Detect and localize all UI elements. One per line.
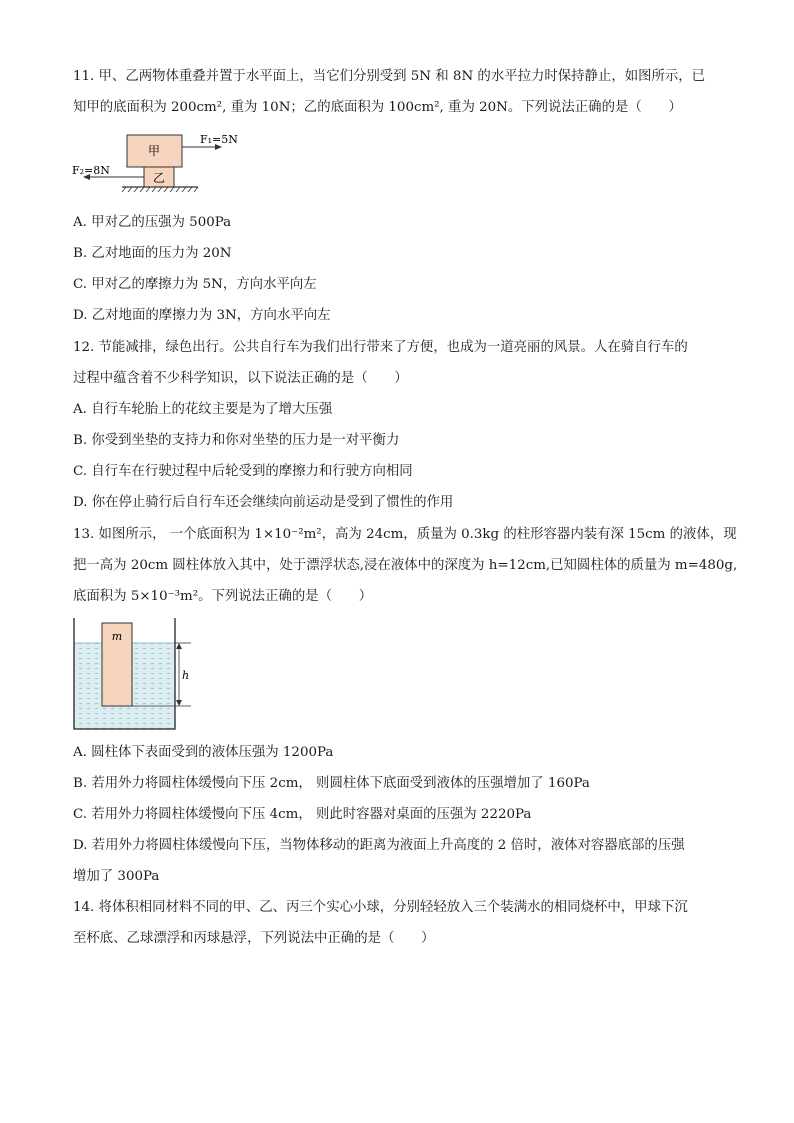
q12-option-b: B. 你受到坐垫的支持力和你对坐垫的压力是一对平衡力 [73,433,400,448]
q12-option-c: C. 自行车在行驶过程中后轮受到的摩擦力和行驶方向相同 [73,464,413,479]
q13-option-a: A. 圆柱体下表面受到的液体压强为 1200Pa [73,745,334,760]
block-jia-label: 甲 [147,144,161,158]
depth-arrow-up [176,643,182,649]
f2-label: F₂=8N [72,164,110,177]
q13-stem-line3: 底面积为 5×10⁻³m²。下列说法正确的是（ ） [73,589,373,604]
q12-stem-line2: 过程中蕴含着不少科学知识，以下说法正确的是（ ） [73,371,408,386]
q12-stem-line1: 12. 节能减排，绿色出行。公共自行车为我们出行带来了方便，也成为一道亮丽的风景。人在骑自行车的 [73,340,688,355]
depth-arrow-down [176,700,182,706]
q14-stem-line2: 至杯底、乙球漂浮和丙球悬浮，下列说法中正确的是（ ） [73,931,435,946]
q13-figure [70,616,200,736]
q13-option-d-line1: D. 若用外力将圆柱体缓慢向下压，当物体移动的距离为液面上升高度的 2 倍时，液体对容器底部的压强 [73,838,685,853]
q12-option-d: D. 你在停止骑行后自行车还会继续向前运动是受到了惯性的作用 [73,495,454,510]
q13-stem-line2: 把一高为 20cm 圆柱体放入其中，处于漂浮状态,浸在液体中的深度为 h=12cm,已知圆柱体的质量为 m=480g, [73,558,738,573]
depth-label: h [182,669,190,682]
q12-option-a: A. 自行车轮胎上的花纹主要是为了增大压强 [73,402,333,417]
ground-hatch [122,187,198,192]
q11-option-d: D. 乙对地面的摩擦力为 3N，方向水平向左 [73,308,331,323]
f1-label: F₁=5N [200,133,238,146]
q13-option-d-line2: 增加了 300Pa [73,869,160,884]
q11-option-c: C. 甲对乙的摩擦力为 5N，方向水平向左 [73,277,317,292]
q11-figure [70,130,260,196]
block-yi-label: 乙 [152,171,166,185]
cylinder-label: m [111,630,123,643]
q13-stem-line1: 13. 如图所示， 一个底面积为 1×10⁻²m²，高为 24cm，质量为 0.3kg 的柱形容器内装有深 15cm 的液体，现 [73,527,737,542]
q11-stem-line1: 11. 甲、乙两物体重叠并置于水平面上，当它们分别受到 5N 和 8N 的水平拉力时保持静止，如图所示，已 [73,69,706,84]
q11-stem-line2: 知甲的底面积为 200cm², 重为 10N；乙的底面积为 100cm², 重为 20N。下列说法正确的是（ ） [73,100,682,115]
q11-option-b: B. 乙对地面的压力为 20N [73,246,232,261]
q14-stem-line1: 14. 将体积相同材料不同的甲、乙、丙三个实心小球，分别轻轻放入三个装满水的相同烧杯中，甲球下沉 [73,900,688,915]
q11-option-a: A. 甲对乙的压强为 500Pa [73,215,232,230]
q13-option-b: B. 若用外力将圆柱体缓慢向下压 2cm， 则圆柱体下底面受到液体的压强增加了 160Pa [73,776,590,791]
q13-option-c: C. 若用外力将圆柱体缓慢向下压 4cm， 则此时容器对桌面的压强为 2220Pa [73,807,532,822]
